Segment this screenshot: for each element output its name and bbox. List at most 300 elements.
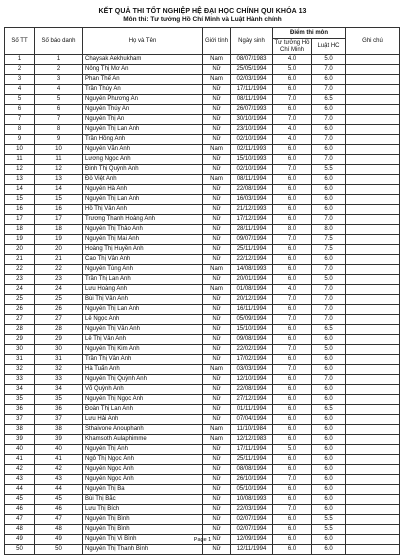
row-tu-tuong-score: 8.0	[273, 225, 312, 235]
row-gender: Nữ	[203, 275, 231, 285]
row-tu-tuong-score: 7.0	[273, 115, 312, 125]
row-luat-hc-score: 6.0	[312, 205, 346, 215]
table-row	[5, 455, 400, 465]
row-sbd: 13	[35, 175, 83, 185]
row-dob: 10/08/1993	[231, 495, 273, 505]
row-stt: 48	[5, 525, 35, 535]
table-row	[5, 415, 400, 425]
row-note	[346, 125, 400, 135]
table-row	[5, 315, 400, 325]
row-luat-hc-score: 5.0	[312, 55, 346, 65]
row-stt: 32	[5, 365, 35, 375]
row-name: Nguyễn Thị Bình	[83, 515, 203, 525]
table-row	[5, 185, 400, 195]
row-dob: 22/08/1994	[231, 385, 273, 395]
row-name: Nguyễn Văn Anh	[83, 145, 203, 155]
row-gender: Nữ	[203, 415, 231, 425]
row-note	[346, 315, 400, 325]
row-dob: 08/11/1994	[231, 95, 273, 105]
row-name: Hoàng Thị Huyền Anh	[83, 245, 203, 255]
row-name: Nguyễn Thị Mai Anh	[83, 235, 203, 245]
row-name: Nguyễn Thị Bình	[83, 525, 203, 535]
row-gender: Nữ	[203, 85, 231, 95]
row-luat-hc-score: 6.5	[312, 325, 346, 335]
row-stt: 3	[5, 75, 35, 85]
row-luat-hc-score: 6.0	[312, 395, 346, 405]
row-stt: 37	[5, 415, 35, 425]
row-dob: 02/07/1994	[231, 515, 273, 525]
row-tu-tuong-score: 6.0	[273, 85, 312, 95]
row-dob: 14/08/1993	[231, 265, 273, 275]
row-stt: 8	[5, 125, 35, 135]
row-luat-hc-score: 6.0	[312, 455, 346, 465]
row-gender: Nữ	[203, 535, 231, 545]
row-name: Lê Thị Vân Anh	[83, 335, 203, 345]
row-tu-tuong-score: 4.0	[273, 55, 312, 65]
row-name: Nguyễn Thị An	[83, 115, 203, 125]
row-note	[346, 55, 400, 65]
row-gender: Nữ	[203, 465, 231, 475]
row-luat-hc-score: 6.0	[312, 475, 346, 485]
row-luat-hc-score: 6.0	[312, 425, 346, 435]
row-note	[346, 395, 400, 405]
row-sbd: 26	[35, 305, 83, 315]
row-tu-tuong-score: 6.0	[273, 355, 312, 365]
table-row	[5, 135, 400, 145]
row-gender: Nữ	[203, 495, 231, 505]
row-luat-hc-score: 6.0	[312, 465, 346, 475]
row-gender: Nữ	[203, 385, 231, 395]
row-note	[346, 305, 400, 315]
table-row	[5, 355, 400, 365]
row-tu-tuong-score: 6.0	[273, 215, 312, 225]
header-luat-hc: Luật HC	[312, 39, 346, 55]
row-dob: 02/11/1993	[231, 145, 273, 155]
row-luat-hc-score: 6.0	[312, 255, 346, 265]
row-luat-hc-score: 7.0	[312, 135, 346, 145]
row-stt: 23	[5, 275, 35, 285]
row-dob: 16/03/1994	[231, 195, 273, 205]
row-name: Nguyễn Thị Lan Anh	[83, 305, 203, 315]
row-tu-tuong-score: 6.0	[273, 175, 312, 185]
row-stt: 18	[5, 225, 35, 235]
row-gender: Nữ	[203, 215, 231, 225]
row-dob: 02/07/1994	[231, 525, 273, 535]
row-tu-tuong-score: 6.0	[273, 185, 312, 195]
row-gender: Nữ	[203, 155, 231, 165]
row-stt: 38	[5, 425, 35, 435]
row-note	[346, 225, 400, 235]
row-stt: 50	[5, 545, 35, 555]
row-sbd: 22	[35, 265, 83, 275]
row-stt: 47	[5, 515, 35, 525]
row-dob: 27/12/1994	[231, 395, 273, 405]
row-tu-tuong-score: 7.0	[273, 475, 312, 485]
row-stt: 33	[5, 375, 35, 385]
row-gender: Nữ	[203, 545, 231, 555]
row-luat-hc-score: 7.0	[312, 115, 346, 125]
row-tu-tuong-score: 6.0	[273, 305, 312, 315]
row-gender: Nữ	[203, 505, 231, 515]
row-stt: 6	[5, 105, 35, 115]
row-luat-hc-score: 7.0	[312, 295, 346, 305]
row-note	[346, 295, 400, 305]
row-stt: 19	[5, 235, 35, 245]
row-dob: 12/10/1994	[231, 375, 273, 385]
row-tu-tuong-score: 6.0	[273, 255, 312, 265]
row-gender: Nữ	[203, 235, 231, 245]
row-gender: Nữ	[203, 345, 231, 355]
row-note	[346, 515, 400, 525]
row-name: Nguyễn Thị Vi Bình	[83, 535, 203, 545]
row-name: Nguyễn Thúy An	[83, 105, 203, 115]
row-note	[346, 415, 400, 425]
row-dob: 17/11/1994	[231, 445, 273, 455]
row-dob: 20/12/1994	[231, 295, 273, 305]
row-note	[346, 505, 400, 515]
row-luat-hc-score: 5.0	[312, 275, 346, 285]
row-note	[346, 215, 400, 225]
row-stt: 49	[5, 535, 35, 545]
row-sbd: 28	[35, 325, 83, 335]
row-luat-hc-score: 6.0	[312, 355, 346, 365]
row-sbd: 18	[35, 225, 83, 235]
row-gender: Nữ	[203, 485, 231, 495]
table-row	[5, 75, 400, 85]
row-luat-hc-score: 7.0	[312, 315, 346, 325]
row-name: Trần Hồng Anh	[83, 135, 203, 145]
row-dob: 26/07/1993	[231, 105, 273, 115]
row-gender: Nữ	[203, 295, 231, 305]
table-row	[5, 255, 400, 265]
row-stt: 41	[5, 455, 35, 465]
row-dob: 15/10/1994	[231, 325, 273, 335]
row-stt: 25	[5, 295, 35, 305]
row-sbd: 23	[35, 275, 83, 285]
header-sbd: Số báo danh	[35, 28, 83, 55]
row-name: Trần Thị Vân Anh	[83, 355, 203, 365]
row-tu-tuong-score: 6.0	[273, 405, 312, 415]
table-row	[5, 285, 400, 295]
row-gender: Nữ	[203, 405, 231, 415]
row-tu-tuong-score: 6.0	[273, 465, 312, 475]
row-tu-tuong-score: 6.0	[273, 145, 312, 155]
row-name: Nông Thị Mơ An	[83, 65, 203, 75]
row-tu-tuong-score: 7.0	[273, 165, 312, 175]
row-sbd: 17	[35, 215, 83, 225]
row-stt: 26	[5, 305, 35, 315]
row-name: Lưu Thị Bích	[83, 505, 203, 515]
table-row	[5, 235, 400, 245]
row-name: Phan Thế An	[83, 75, 203, 85]
row-note	[346, 185, 400, 195]
table-row	[5, 295, 400, 305]
row-dob: 17/12/1994	[231, 215, 273, 225]
row-stt: 35	[5, 395, 35, 405]
row-luat-hc-score: 6.0	[312, 385, 346, 395]
row-tu-tuong-score: 7.0	[273, 235, 312, 245]
table-row	[5, 495, 400, 505]
table-row	[5, 325, 400, 335]
row-luat-hc-score: 6.0	[312, 195, 346, 205]
table-row	[5, 335, 400, 345]
table-row	[5, 545, 400, 555]
row-luat-hc-score: 7.0	[312, 155, 346, 165]
row-dob: 02/03/1994	[231, 75, 273, 85]
table-row	[5, 505, 400, 515]
table-row	[5, 515, 400, 525]
row-gender: Nữ	[203, 335, 231, 345]
table-row	[5, 385, 400, 395]
row-tu-tuong-score: 6.0	[273, 335, 312, 345]
row-sbd: 15	[35, 195, 83, 205]
row-note	[346, 195, 400, 205]
row-note	[346, 375, 400, 385]
row-note	[346, 485, 400, 495]
row-tu-tuong-score: 7.0	[273, 315, 312, 325]
row-dob: 22/08/1994	[231, 185, 273, 195]
row-note	[346, 205, 400, 215]
row-tu-tuong-score: 7.0	[273, 505, 312, 515]
row-note	[346, 255, 400, 265]
row-sbd: 12	[35, 165, 83, 175]
row-gender: Nữ	[203, 515, 231, 525]
row-name: Nguyễn Ngọc Ánh	[83, 475, 203, 485]
row-tu-tuong-score: 6.0	[273, 265, 312, 275]
table-row	[5, 525, 400, 535]
row-sbd: 31	[35, 355, 83, 365]
row-gender: Nữ	[203, 395, 231, 405]
row-dob: 15/10/1993	[231, 155, 273, 165]
row-name: Nguyễn Thị Thanh Bình	[83, 545, 203, 555]
row-luat-hc-score: 6.0	[312, 185, 346, 195]
row-sbd: 14	[35, 185, 83, 195]
row-stt: 29	[5, 335, 35, 345]
row-luat-hc-score: 6.0	[312, 485, 346, 495]
row-gender: Nữ	[203, 205, 231, 215]
row-tu-tuong-score: 6.0	[273, 455, 312, 465]
table-row	[5, 245, 400, 255]
row-name: Nguyễn Thị Quỳnh Anh	[83, 375, 203, 385]
row-name: Bùi Thị Bắc	[83, 495, 203, 505]
row-note	[346, 135, 400, 145]
row-luat-hc-score: 6.0	[312, 145, 346, 155]
row-note	[346, 345, 400, 355]
row-tu-tuong-score: 6.0	[273, 435, 312, 445]
row-sbd: 47	[35, 515, 83, 525]
row-note	[346, 545, 400, 555]
row-note	[346, 95, 400, 105]
row-tu-tuong-score: 6.0	[273, 275, 312, 285]
table-row	[5, 175, 400, 185]
row-stt: 27	[5, 315, 35, 325]
table-row	[5, 85, 400, 95]
row-tu-tuong-score: 7.0	[273, 365, 312, 375]
row-name: Lưu Hải Anh	[83, 415, 203, 425]
row-dob: 12/12/1983	[231, 435, 273, 445]
row-name: Khamsoth Aulaphimme	[83, 435, 203, 445]
row-stt: 11	[5, 155, 35, 165]
row-luat-hc-score: 7.5	[312, 245, 346, 255]
row-luat-hc-score: 7.0	[312, 85, 346, 95]
row-tu-tuong-score: 6.0	[273, 545, 312, 555]
row-sbd: 7	[35, 115, 83, 125]
row-luat-hc-score: 6.0	[312, 335, 346, 345]
row-stt: 45	[5, 495, 35, 505]
row-luat-hc-score: 7.0	[312, 65, 346, 75]
row-sbd: 5	[35, 95, 83, 105]
row-tu-tuong-score: 5.0	[273, 445, 312, 455]
row-tu-tuong-score: 6.0	[273, 425, 312, 435]
row-name: Nguyễn Thị Ánh	[83, 445, 203, 455]
row-sbd: 38	[35, 425, 83, 435]
row-sbd: 44	[35, 485, 83, 495]
table-row	[5, 275, 400, 285]
row-sbd: 3	[35, 75, 83, 85]
row-stt: 20	[5, 245, 35, 255]
row-stt: 4	[5, 85, 35, 95]
row-stt: 1	[5, 55, 35, 65]
row-stt: 39	[5, 435, 35, 445]
row-luat-hc-score: 7.0	[312, 305, 346, 315]
table-row	[5, 55, 400, 65]
row-sbd: 43	[35, 475, 83, 485]
row-note	[346, 325, 400, 335]
row-gender: Nam	[203, 265, 231, 275]
row-note	[346, 495, 400, 505]
row-gender: Nữ	[203, 95, 231, 105]
row-dob: 20/01/1994	[231, 275, 273, 285]
row-stt: 12	[5, 165, 35, 175]
row-dob: 12/09/1994	[231, 535, 273, 545]
row-dob: 17/11/1994	[231, 85, 273, 95]
row-tu-tuong-score: 6.0	[273, 415, 312, 425]
row-stt: 42	[5, 465, 35, 475]
table-row	[5, 305, 400, 315]
table-row	[5, 445, 400, 455]
row-tu-tuong-score: 6.0	[273, 195, 312, 205]
header-name: Họ và Tên	[83, 28, 203, 55]
row-name: Bùi Thị Vân Anh	[83, 295, 203, 305]
row-dob: 09/08/1994	[231, 335, 273, 345]
row-sbd: 50	[35, 545, 83, 555]
row-note	[346, 175, 400, 185]
row-tu-tuong-score: 6.0	[273, 495, 312, 505]
row-name: Ngô Thị Ngọc Ánh	[83, 455, 203, 465]
page-footer: Page 1	[193, 537, 212, 543]
row-sbd: 19	[35, 235, 83, 245]
row-dob: 22/02/1994	[231, 345, 273, 355]
row-tu-tuong-score: 6.0	[273, 205, 312, 215]
row-note	[346, 335, 400, 345]
row-dob: 26/10/1994	[231, 475, 273, 485]
row-note	[346, 355, 400, 365]
table-row	[5, 145, 400, 155]
row-luat-hc-score: 7.0	[312, 215, 346, 225]
row-luat-hc-score: 6.0	[312, 545, 346, 555]
row-stt: 22	[5, 265, 35, 275]
row-luat-hc-score: 5.0	[312, 345, 346, 355]
row-sbd: 36	[35, 405, 83, 415]
row-luat-hc-score: 6.0	[312, 415, 346, 425]
table-row	[5, 435, 400, 445]
row-stt: 24	[5, 285, 35, 295]
row-dob: 21/12/1993	[231, 205, 273, 215]
results-body	[5, 55, 400, 555]
row-gender: Nữ	[203, 105, 231, 115]
row-dob: 25/05/1994	[231, 65, 273, 75]
row-dob: 02/10/1994	[231, 165, 273, 175]
table-row	[5, 115, 400, 125]
row-note	[346, 365, 400, 375]
table-row	[5, 345, 400, 355]
header-dob: Ngày sinh	[231, 28, 273, 55]
row-sbd: 21	[35, 255, 83, 265]
document-subtitle: Môn thi: Tư tưởng Hồ Chí Minh và Luật Hành chính	[123, 16, 282, 23]
row-note	[346, 465, 400, 475]
row-note	[346, 275, 400, 285]
row-gender: Nam	[203, 75, 231, 85]
row-gender: Nữ	[203, 65, 231, 75]
row-luat-hc-score: 8.0	[312, 225, 346, 235]
row-stt: 2	[5, 65, 35, 75]
row-luat-hc-score: 7.0	[312, 285, 346, 295]
row-name: Trần Thị Lan Anh	[83, 275, 203, 285]
row-tu-tuong-score: 7.0	[273, 95, 312, 105]
row-sbd: 49	[35, 535, 83, 545]
row-sbd: 30	[35, 345, 83, 355]
table-row	[5, 215, 400, 225]
row-gender: Nữ	[203, 455, 231, 465]
row-stt: 28	[5, 325, 35, 335]
row-note	[346, 145, 400, 155]
row-dob: 01/08/1994	[231, 285, 273, 295]
row-name: Nguyễn Hà Anh	[83, 185, 203, 195]
row-note	[346, 265, 400, 275]
row-name: Nguyễn Ngọc Ánh	[83, 465, 203, 475]
row-sbd: 25	[35, 295, 83, 305]
table-row	[5, 155, 400, 165]
row-stt: 10	[5, 145, 35, 155]
row-name: Đinh Thị Quỳnh Anh	[83, 165, 203, 175]
row-gender: Nữ	[203, 445, 231, 455]
row-dob: 08/08/1994	[231, 465, 273, 475]
row-dob: 17/02/1994	[231, 355, 273, 365]
row-stt: 40	[5, 445, 35, 455]
table-row	[5, 205, 400, 215]
row-stt: 43	[5, 475, 35, 485]
row-stt: 46	[5, 505, 35, 515]
row-sbd: 33	[35, 375, 83, 385]
row-tu-tuong-score: 6.0	[273, 155, 312, 165]
row-name: Cao Thị Vân Anh	[83, 255, 203, 265]
row-gender: Nam	[203, 425, 231, 435]
row-gender: Nữ	[203, 375, 231, 385]
row-sbd: 35	[35, 395, 83, 405]
row-name: Đoàn Thị Lan Anh	[83, 405, 203, 415]
row-gender: Nữ	[203, 185, 231, 195]
row-dob: 02/10/1994	[231, 135, 273, 145]
row-name: Trần Thúy An	[83, 85, 203, 95]
row-sbd: 34	[35, 385, 83, 395]
row-stt: 15	[5, 195, 35, 205]
table-row	[5, 225, 400, 235]
row-note	[346, 475, 400, 485]
table-row	[5, 105, 400, 115]
row-note	[346, 115, 400, 125]
row-stt: 30	[5, 345, 35, 355]
row-luat-hc-score: 7.0	[312, 265, 346, 275]
